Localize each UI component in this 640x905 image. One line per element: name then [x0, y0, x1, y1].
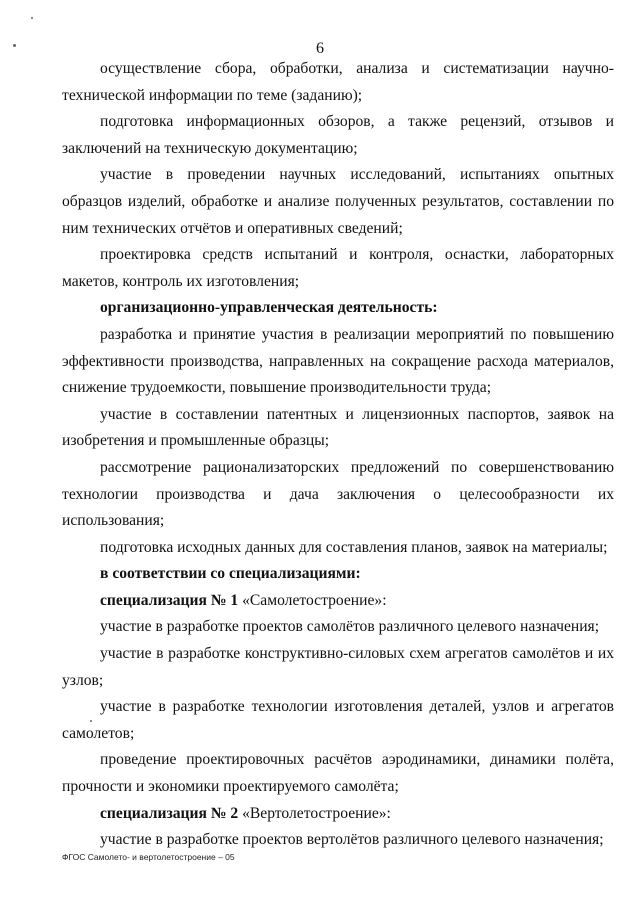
section-heading: организационно-управленческая деятельность: [100, 299, 438, 317]
paragraph: участие в проведении научных исследований, испытаниях опытных образцов изделий, обработке и анализе полученных результатов, составлении по ним технических отчётов и оперативных сведений; [62, 166, 614, 237]
paragraph: рассмотрение рационализаторских предложений по совершенствованию технологии производства и дача заключения о целесообразности их использования; [62, 458, 614, 530]
body-text [62, 56, 614, 854]
paragraph: участие в разработке проектов самолётов различного целевого назначения; [100, 618, 600, 636]
paragraph: проведение проектировочных расчётов аэродинамики, динамики полёта, прочности и экономики проектируемого самолёта; [62, 751, 614, 796]
paragraph: разработка и принятие участия в реализации мероприятий по повышению эффективности производства, направленных на сокращение расхода материалов, снижение трудоемкости, повышение производительности труда; [62, 325, 614, 397]
paragraph: участие в разработке технологии изготовления деталей, узлов и агрегатов самолетов; [62, 698, 614, 742]
page-number: 6 [316, 40, 324, 57]
section-heading: в соответствии со специализациями: [100, 565, 361, 583]
specialization-heading: специализация № 1 «Самолетостроение»: [100, 591, 387, 609]
paragraph: подготовка исходных данных для составления планов, заявок на материалы; [100, 538, 608, 556]
paragraph: участие в составлении патентных и лицензионных паспортов, заявок на изобретения и промышленные образцы; [62, 405, 614, 450]
paragraph: подготовка информационных обзоров, а также рецензий, отзывов и заключений на техническую документацию; [62, 113, 614, 157]
paragraph: проектировка средств испытаний и контроля, оснастки, лабораторных макетов, контроль их изготовления; [62, 246, 614, 290]
scan-speck [31, 17, 33, 19]
paragraph: участие в разработке конструктивно-силовых схем агрегатов самолётов и их узлов; [62, 645, 614, 689]
paragraph: осуществление сбора, обработки, анализа и систематизации научно-технической информации по теме (заданию); [62, 60, 614, 104]
page-footer: ФГОС Самолето- и вертолетостроение – 05 [62, 852, 235, 862]
paragraph: участие в разработке проектов вертолётов различного целевого назначения; [100, 831, 604, 849]
specialization-heading: специализация № 2 «Вертолетостроение»: [100, 804, 391, 822]
